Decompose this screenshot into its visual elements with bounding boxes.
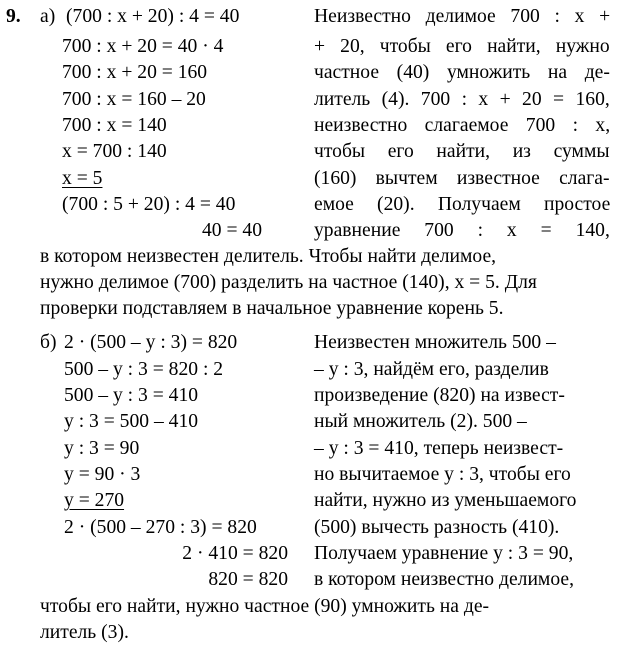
- problem-number: 9.: [6, 6, 21, 27]
- part-a-continuation-line: нужно делимое (700) разделить на частное (140), x = 5. Для: [40, 272, 537, 293]
- part-a-equation: (700 : x + 20) : 4 = 40: [66, 6, 240, 27]
- part-b-equation: 2 · (500 – y : 3) = 820: [64, 332, 238, 353]
- part-a-continuation-line: в котором неизвестен делитель. Чтобы найти делимое,: [40, 246, 497, 267]
- part-a-equation: 700 : x + 20 = 40 · 4: [62, 36, 224, 57]
- part-a-explanation-line: неизвестно слагаемое 700 : x,: [314, 115, 611, 136]
- part-a-explanation-line: литель (4). 700 : x + 20 = 160,: [314, 89, 610, 110]
- part-a-label: а): [40, 6, 56, 27]
- part-b-explanation-line: ный множитель (2). 500 –: [314, 411, 527, 432]
- part-a-explanation-line: + 20, чтобы его найти, нужно: [314, 36, 610, 57]
- part-a-root: x = 5: [62, 168, 103, 189]
- part-a-explanation-line: уравнение 700 : x = 140,: [314, 220, 610, 241]
- part-b-explanation-line: (500) вычесть разность (410).: [314, 517, 560, 538]
- part-b-equation: 500 – y : 3 = 410: [64, 385, 199, 406]
- part-b-equation: y : 3 = 90: [64, 438, 140, 459]
- part-b-root: y = 270: [64, 490, 125, 511]
- part-b-continuation-line: литель (3).: [40, 622, 129, 643]
- part-b-continuation-line: чтобы его найти, нужно частное (90) умножить на де-: [40, 596, 490, 617]
- part-a-equation: 700 : x + 20 = 160: [62, 62, 208, 83]
- part-b-equation: 500 – y : 3 = 820 : 2: [64, 359, 224, 380]
- part-a-continuation-line: проверки подставляем в начальное уравнение корень 5.: [40, 298, 504, 319]
- part-a-explanation-line: (160) вычтем известное слага-: [314, 168, 610, 189]
- part-b-check-result: 820 = 820: [208, 569, 288, 590]
- part-a-equation: 700 : x = 160 – 20: [62, 89, 206, 110]
- part-a-check-result: 40 = 40: [201, 220, 262, 241]
- part-a-check: (700 : 5 + 20) : 4 = 40: [62, 194, 236, 215]
- part-b-check-step: 2 · 410 = 820: [182, 543, 288, 564]
- part-b-explanation-line: в котором неизвестно делимое,: [314, 569, 574, 590]
- part-a-explanation-line: Неизвестно делимое 700 : x +: [314, 6, 611, 27]
- part-a-explanation-line: емое (20). Получаем простое: [314, 194, 611, 215]
- part-a-equation: 700 : x = 140: [62, 115, 167, 136]
- part-b-explanation-line: Неизвестен множитель 500 –: [314, 332, 556, 353]
- part-b-explanation-line: но вычитаемое y : 3, чтобы его: [314, 464, 571, 485]
- part-b-explanation-line: – y : 3, найдём его, разделив: [314, 359, 549, 380]
- part-a-equation: x = 700 : 140: [62, 141, 167, 162]
- part-b-explanation-line: произведение (820) на извест-: [314, 385, 565, 406]
- part-b-explanation-line: найти, нужно из уменьшаемого: [314, 490, 577, 511]
- part-b-equation: y : 3 = 500 – 410: [64, 411, 199, 432]
- part-a-explanation-line: чтобы его найти, из суммы: [314, 141, 610, 162]
- part-a-explanation-line: частное (40) умножить на де-: [314, 62, 610, 83]
- part-b-label: б): [40, 332, 57, 353]
- part-b-equation: y = 90 · 3: [64, 464, 141, 485]
- part-b-explanation-line: – y : 3 = 410, теперь неизвест-: [314, 438, 564, 459]
- part-b-check: 2 · (500 – 270 : 3) = 820: [64, 517, 257, 538]
- part-b-explanation-line: Получаем уравнение y : 3 = 90,: [314, 543, 574, 564]
